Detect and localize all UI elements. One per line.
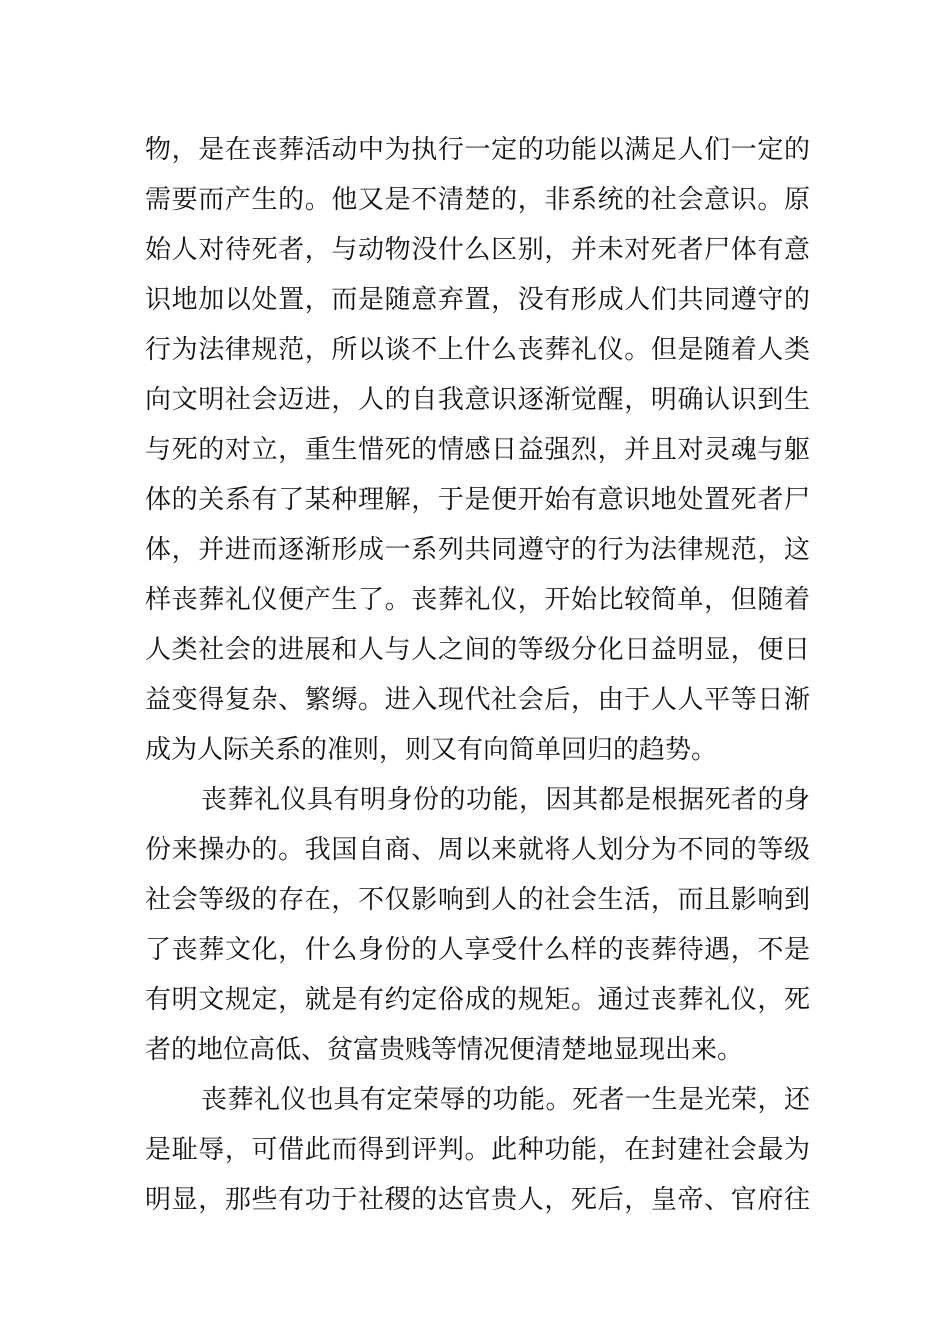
text-line: 益变得复杂、繁缛。进入现代社会后，由于人人平等日渐 [145,685,810,715]
text-line: 体，并进而逐渐形成一系列共同遵守的行为法律规范，这 [145,535,810,565]
text-line: 有明文规定，就是有约定俗成的规矩。通过丧葬礼仪，死 [145,985,810,1015]
text-line: 份来操办的。我国自商、周以来就将人划分为不同的等级 [145,835,810,865]
text-line: 识地加以处置，而是随意弃置，没有形成人们共同遵守的 [145,285,810,315]
text-line: 样丧葬礼仪便产生了。丧葬礼仪，开始比较简单，但随着 [145,585,810,615]
text-line: 物，是在丧葬活动中为执行一定的功能以满足人们一定的 [145,135,810,165]
text-line: 丧葬礼仪也具有定荣辱的功能。死者一生是光荣，还 [201,1085,810,1115]
text-line: 社会等级的存在，不仅影响到人的社会生活，而且影响到 [145,885,810,915]
text-line: 体的关系有了某种理解，于是便开始有意识地处置死者尸 [145,485,810,515]
paragraph-2 [145,775,810,1075]
text-line: 了丧葬文化，什么身份的人享受什么样的丧葬待遇，不是 [145,935,810,965]
text-line: 者的地位高低、贫富贵贱等情况便清楚地显现出来。 [145,1035,744,1065]
text-line: 人类社会的进展和人与人之间的等级分化日益明显，便日 [145,635,810,665]
text-line: 是耻辱，可借此而得到评判。此种功能，在封建社会最为 [145,1135,810,1165]
text-line: 向文明社会迈进，人的自我意识逐渐觉醒，明确认识到生 [145,385,810,415]
text-line: 需要而产生的。他又是不清楚的，非系统的社会意识。原 [145,185,810,215]
text-line: 与死的对立，重生惜死的情感日益强烈，并且对灵魂与躯 [145,435,810,465]
text-line: 丧葬礼仪具有明身份的功能，因其都是根据死者的身 [201,785,810,815]
paragraph-3 [145,1075,810,1225]
paragraph-1 [145,125,810,775]
text-line: 明显，那些有功于社稷的达官贵人，死后，皇帝、官府往 [145,1185,810,1215]
text-line: 行为法律规范，所以谈不上什么丧葬礼仪。但是随着人类 [145,335,810,365]
text-line: 始人对待死者，与动物没什么区别，并未对死者尸体有意 [145,235,810,265]
document-page [145,125,810,1225]
text-line: 成为人际关系的准则，则又有向简单回归的趋势。 [145,735,718,765]
